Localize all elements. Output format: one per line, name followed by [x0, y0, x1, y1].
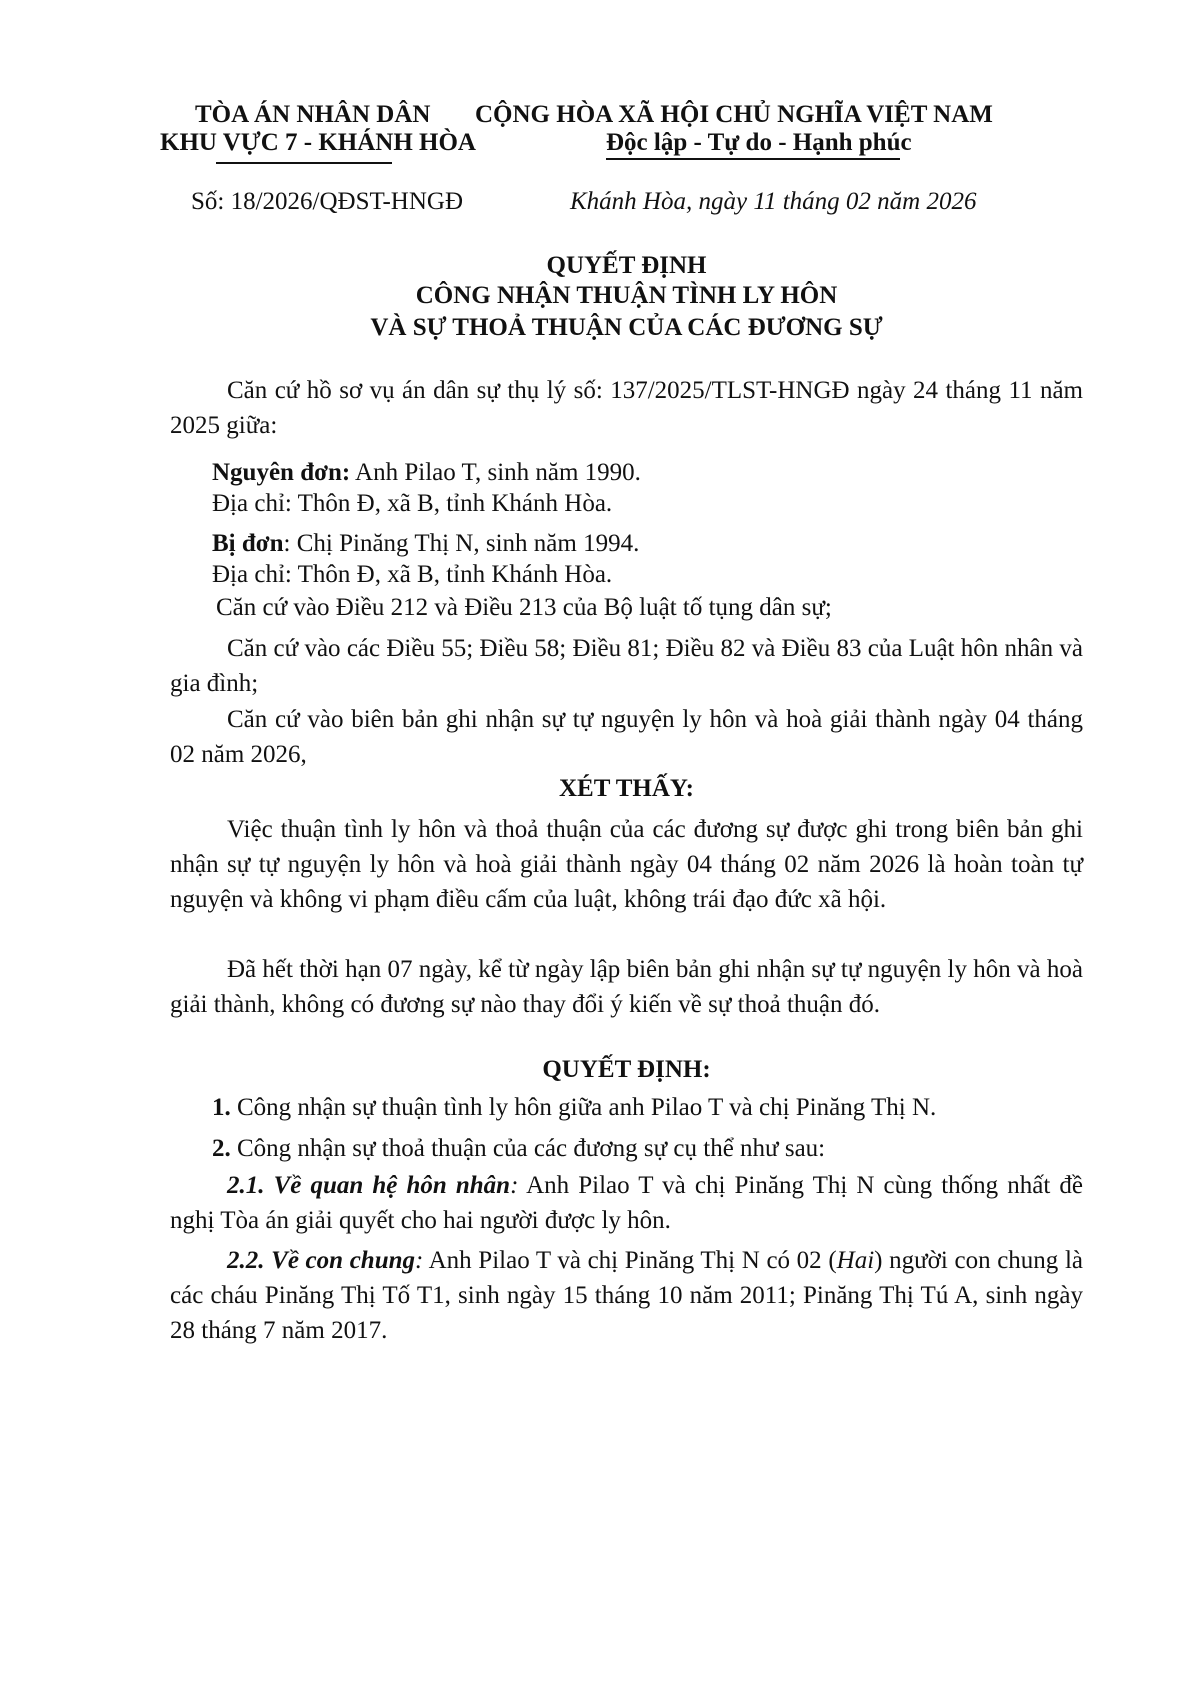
decision-item-2-1 — [170, 1168, 1083, 1238]
court-name: TÒA ÁN NHÂN DÂN — [195, 101, 431, 128]
decision-item-2-1-text: Anh Pilao T và chị Pinăng Thị N cùng thống nhất đề nghị Tòa án giải quyết cho hai người được ly hôn. — [170, 1172, 1083, 1234]
title-line-3: VÀ SỰ THOẢ THUẬN CỦA CÁC ĐƯƠNG SỰ — [370, 314, 883, 341]
decision-item-2-2 — [170, 1243, 1083, 1348]
national-motto: Độc lập - Tự do - Hạnh phúc — [606, 129, 912, 156]
basis-reconciliation-record: Căn cứ vào biên bản ghi nhận sự tự nguyện ly hôn và hoà giải thành ngày 04 tháng 02 năm 2026, — [170, 706, 1083, 768]
title-line-2: CÔNG NHẬN THUẬN TÌNH LY HÔN — [415, 282, 838, 309]
section-heading-decision: QUYẾT ĐỊNH: — [542, 1056, 711, 1083]
decision-item-2-2-text-b: ) người con chung là các cháu Pinăng Thị Tố T1, sinh ngày 15 tháng 10 năm 2011; Pinăng Thị Tú A, sinh ngày 28 tháng 7 năm 2017. — [170, 1247, 1083, 1344]
plaintiff-text: Anh Pilao T, sinh năm 1990. — [350, 459, 641, 486]
decision-item-2 — [212, 1131, 825, 1166]
decision-item-2-1-label: 2.1. Về quan hệ hôn nhân — [227, 1172, 511, 1199]
decision-item-2-2-label: 2.2. Về con chung — [227, 1247, 416, 1274]
decision-item-1-text: Công nhận sự thuận tình ly hôn giữa anh Pilao T và chị Pinăng Thị N. — [230, 1094, 937, 1121]
defendant-line — [212, 526, 639, 561]
decision-item-2-2-colon: : — [415, 1247, 424, 1274]
defendant-text: : Chị Pinăng Thị N, sinh năm 1994. — [283, 530, 640, 557]
document-number: Số: 18/2026/QĐST-HNGĐ — [191, 188, 464, 215]
decision-item-2-2-text-a: Anh Pilao T và chị Pinăng Thị N có 02 ( — [423, 1247, 837, 1274]
decision-item-2-text: Công nhận sự thoả thuận của các đương sự cụ thể như sau: — [230, 1135, 826, 1162]
basis-case-paragraph: Căn cứ hồ sơ vụ án dân sự thụ lý số: 137/2025/TLST-HNGĐ ngày 24 tháng 11 năm 2025 giữa: — [170, 377, 1083, 439]
plaintiff-line — [212, 455, 641, 490]
decision-item-2-2-text-italic: Hai — [836, 1247, 875, 1274]
basis-civil-procedure: Căn cứ vào Điều 212 và Điều 213 của Bộ luật tố tụng dân sự; — [216, 594, 832, 621]
finding-paragraph-1: Việc thuận tình ly hôn và thoả thuận của các đương sự được ghi trong biên bản ghi nhận sự tự nguyện ly hôn và hoà giải thành ngày 04 tháng 02 năm 2026 là hoàn toàn tự nguyện và không vi phạm điều cấm của luật, không trái đạo đức xã hội. — [170, 816, 1083, 913]
finding-paragraph-2: Đã hết thời hạn 07 ngày, kể từ ngày lập biên bản ghi nhận sự tự nguyện ly hôn và hoà giải thành, không có đương sự nào thay đổi ý kiến về sự thoả thuận đó. — [170, 956, 1083, 1018]
decision-item-1-number: 1. — [212, 1094, 231, 1121]
national-title: CỘNG HÒA XÃ HỘI CHỦ NGHĨA VIỆT NAM — [475, 101, 993, 128]
basis-marriage-law: Căn cứ vào các Điều 55; Điều 58; Điều 81; Điều 82 và Điều 83 của Luật hôn nhân và gia đình; — [170, 635, 1083, 697]
decision-item-1 — [212, 1090, 936, 1125]
plaintiff-label: Nguyên đơn: — [212, 459, 351, 486]
court-region: KHU VỰC 7 - KHÁNH HÒA — [160, 129, 476, 156]
defendant-label: Bị đơn — [212, 530, 284, 557]
plaintiff-address: Địa chỉ: Thôn Đ, xã B, tỉnh Khánh Hòa. — [212, 490, 613, 517]
title-line-1: QUYẾT ĐỊNH — [546, 252, 707, 279]
court-underline — [216, 162, 392, 164]
section-heading-findings: XÉT THẤY: — [558, 775, 694, 802]
motto-underline — [606, 158, 900, 160]
defendant-address: Địa chỉ: Thôn Đ, xã B, tỉnh Khánh Hòa. — [212, 561, 613, 588]
decision-item-2-1-colon: : — [510, 1172, 519, 1199]
place-date: Khánh Hòa, ngày 11 tháng 02 năm 2026 — [570, 188, 977, 215]
decision-item-2-number: 2. — [212, 1135, 231, 1162]
